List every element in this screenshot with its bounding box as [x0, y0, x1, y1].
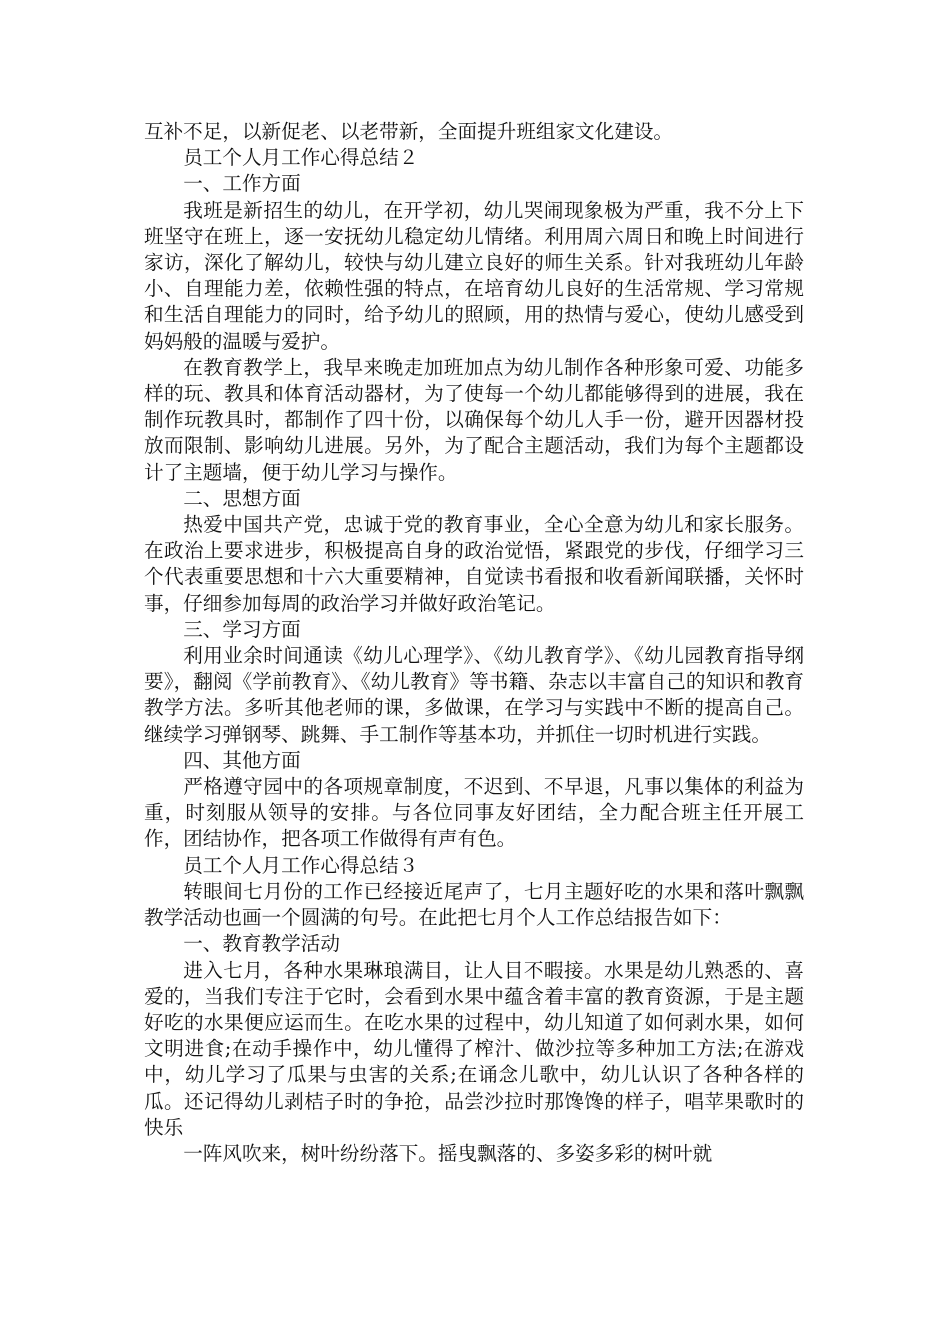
- body-paragraph: 热爱中国共产党，忠诚于党的教育事业，全心全意为幼儿和家长服务。在政治上要求进步，积极提高自身的政治觉悟，紧跟党的步伐，仔细学习三个代表重要思想和十六大重要精神，自觉读书看报和收看新闻联播，关怀时事，仔细参加每周的政治学习并做好政治笔记。: [144, 513, 804, 615]
- body-paragraph: 进入七月，各种水果琳琅满目，让人目不暇接。水果是幼儿熟悉的、喜爱的，当我们专注于它时，会看到水果中蕴含着丰富的教育资源，于是主题好吃的水果便应运而生。在吃水果的过程中，幼儿知道了如何剥水果，如何文明进食;在动手操作中，幼儿懂得了榨汁、做沙拉等多种加工方法;在游戏中，幼儿学习了瓜果与虫害的关系;在诵念儿歌中，幼儿认识了各种各样的瓜。还记得幼儿剥桔子时的争抢，品尝沙拉时那馋馋的样子，唱苹果歌时的快乐: [144, 958, 804, 1139]
- document-page: [144, 119, 804, 1167]
- section-heading-work: 一、工作方面: [183, 172, 301, 196]
- section-title-summary-2: 员工个人月工作心得总结２: [183, 146, 419, 170]
- body-paragraph: 转眼间七月份的工作已经接近尾声了，七月主题好吃的水果和落叶飘飘教学活动也画一个圆满的句号。在此把七月个人工作总结报告如下：: [144, 879, 804, 930]
- body-paragraph: 一阵风吹来，树叶纷纷落下。摇曳飘落的、多姿多彩的树叶就: [183, 1141, 713, 1165]
- paragraph-continuation: 互补不足，以新促老、以老带新，全面提升班组家文化建设。: [144, 120, 674, 143]
- body-paragraph: 严格遵守园中的各项规章制度，不迟到、不早退，凡事以集体的利益为重，时刻服从领导的安排。与各位同事友好团结，全力配合班主任开展工作，团结协作，把各项工作做得有声有色。: [144, 775, 804, 851]
- body-paragraph: 利用业余时间通读《幼儿心理学》、《幼儿教育学》、《幼儿园教育指导纲要》，翻阅《学前教育》、《幼儿教育》等书籍、杂志以丰富自己的知识和教育教学方法。多听其他老师的课，多做课，在学习与实践中不断的提高自己。继续学习弹钢琴、跳舞、手工制作等基本功，并抓住一切时机进行实践。: [144, 644, 804, 746]
- section-heading-other: 四、其他方面: [183, 748, 301, 772]
- section-heading-teaching: 一、教育教学活动: [183, 932, 340, 956]
- section-title-summary-3: 员工个人月工作心得总结３: [183, 853, 419, 877]
- section-heading-thought: 二、思想方面: [183, 486, 301, 510]
- section-heading-study: 三、学习方面: [183, 617, 301, 641]
- body-paragraph: 在教育教学上，我早来晚走加班加点为幼儿制作各种形象可爱、功能多样的玩、教具和体育活动器材，为了使每一个幼儿都能够得到的进展，我在制作玩教具时，都制作了四十份，以确保每个幼儿人手一份，避开因器材投放而限制、影响幼儿进展。另外，为了配合主题活动，我们为每个主题都设计了主题墙，便于幼儿学习与操作。: [144, 355, 804, 484]
- body-paragraph: 我班是新招生的幼儿，在开学初，幼儿哭闹现象极为严重，我不分上下班坚守在班上，逐一安抚幼儿稳定幼儿情绪。利用周六周日和晚上时间进行家访，深化了解幼儿，较快与幼儿建立良好的师生关系。针对我班幼儿年龄小、自理能力差，依赖性强的特点，在培育幼儿良好的生活常规、学习常规和生活自理能力的同时，给予幼儿的照顾，用的热情与爱心，使幼儿感受到妈妈般的温暖与爱护。: [144, 198, 804, 353]
